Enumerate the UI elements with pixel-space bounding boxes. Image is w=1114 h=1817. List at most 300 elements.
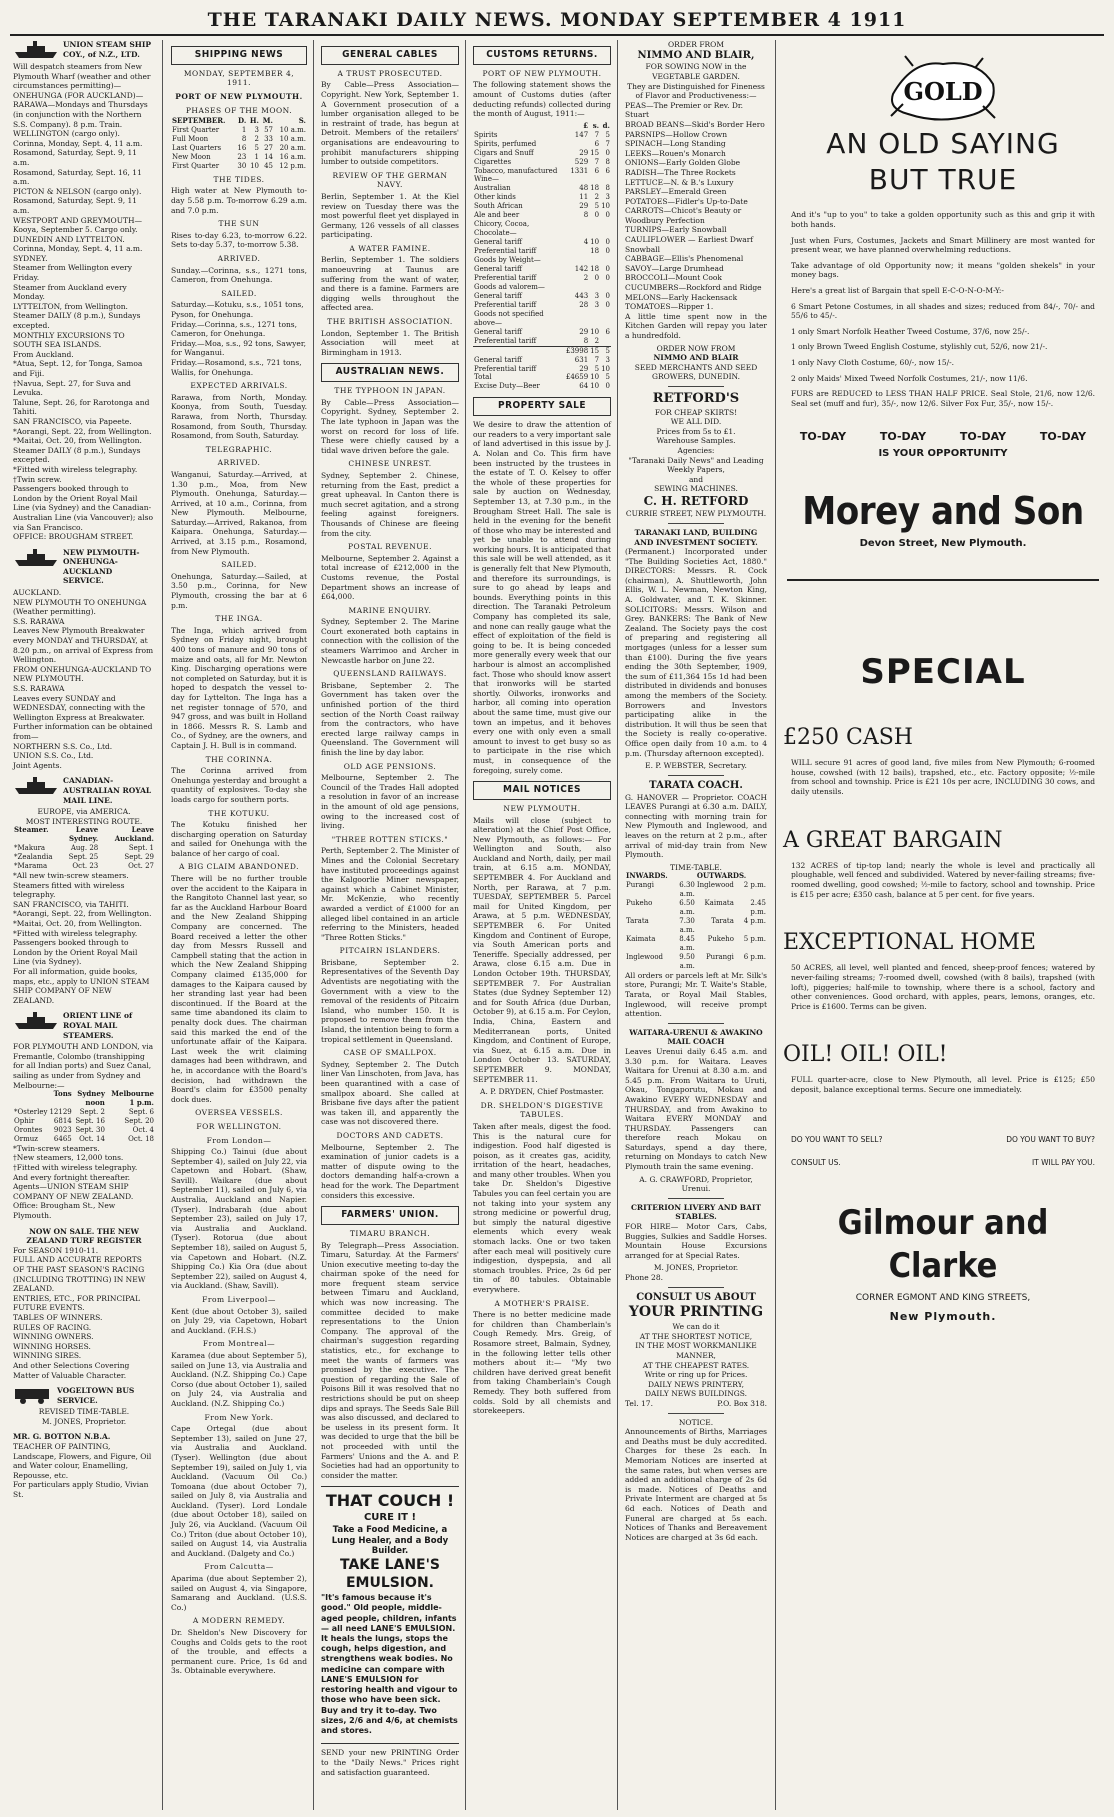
text-line: SAN FRANCISCO, via TAHITI. <box>13 899 129 909</box>
table-cell: 33 <box>264 135 273 144</box>
column-display-ads <box>778 40 1108 1810</box>
table-cell: Cigars and Snuff <box>474 148 534 157</box>
section-heading: GENERAL CABLES <box>321 46 459 65</box>
section-heading: SHIPPING NEWS <box>171 46 307 65</box>
text-line: We can do it <box>672 1322 720 1332</box>
table-cell: 5 <box>600 346 611 355</box>
date-line: MONDAY, SEPTEMBER 4, 1911. <box>183 68 295 88</box>
text-line: Friday.—Corinna, s.s., 1271 tons, Cameron, for Onehunga. <box>171 319 298 339</box>
table-row <box>473 211 611 220</box>
text-line: REVISED TIME-TABLE. <box>38 1407 130 1417</box>
table-cell: 29 <box>579 148 589 157</box>
table-cell: 6 p.m. <box>743 952 766 961</box>
table-cell: 10 <box>250 161 259 170</box>
text-line: Leaves New Plymouth Breakwater every MONDAY and THURSDAY, at 8.20 p.m., on arrival of Express from Wellington. <box>13 626 154 665</box>
text-line: WELLINGTON (cargo only). <box>13 129 120 139</box>
text-line: OFFICE: BROUGHAM STREET. <box>13 532 134 542</box>
table-cell <box>589 283 600 292</box>
table-row <box>13 1135 155 1144</box>
text-line: *Aorangi, Sept. 22, from Wellington. <box>13 909 152 919</box>
text-line: *Maitai, Oct. 20, from Wellington. <box>13 919 142 929</box>
text-line: RULES OF RACING. <box>13 1322 92 1332</box>
ad-headline: TARATA COACH. <box>649 779 743 791</box>
text-line: Landscape, Flowers, and Figure, Oil and Water colour, Enamelling, Repousse, etc. <box>13 1451 152 1480</box>
text-line: Steamers fitted with wireless telegraphy. <box>13 880 125 900</box>
table-row <box>473 175 611 184</box>
table-header-cell <box>473 122 565 131</box>
subheading: EXPECTED ARRIVALS. <box>190 381 288 391</box>
ad-title: MR. G. BOTTON N.B.A. <box>13 1432 111 1442</box>
text-line: And other Selections Covering Matter of Valuable Character. <box>13 1360 130 1380</box>
table-cell: Goods not specified above— <box>474 309 544 327</box>
table-cell: 147 <box>574 130 589 139</box>
text-line: Passengers booked through to London by the Orient Royal Mail Line (via Sydney) and the Canadian-Australian Line (via Vancouver); also via San Francisco. <box>13 484 154 532</box>
table-cell: 15 <box>590 148 600 157</box>
table-total-row <box>473 356 611 365</box>
subheading: SAILED. <box>221 288 257 298</box>
table-cell <box>565 220 589 238</box>
text-line: TABLES OF WINNERS. <box>13 1312 103 1322</box>
table-cell: Sept. 16 <box>75 1117 105 1125</box>
ad-title: UNION STEAM SHIP COY., of N.Z., LTD. <box>63 40 152 59</box>
divider <box>668 1413 725 1414</box>
table-cell: 10 <box>601 364 610 373</box>
table-cell <box>600 220 611 238</box>
steamship-icon <box>13 548 59 568</box>
subheading: PORT OF NEW PLYMOUTH. <box>482 68 602 78</box>
text-line: Friday.—Rosamond, s.s., 721 tons, Wallis, for Onehunga. <box>171 357 302 377</box>
table-header-cell: D. <box>238 116 247 126</box>
text-line: And every fortnight thereafter. <box>13 1172 131 1182</box>
table-cell: Goods by Weight— <box>474 256 541 265</box>
text-line: MELONS—Early Hackensack <box>625 292 738 302</box>
table-cell: Preferential tariff <box>474 364 537 373</box>
table-cell <box>565 256 589 265</box>
today-row <box>783 430 1103 444</box>
table-cell <box>565 140 589 149</box>
ad-text: Leaves Urenui daily 6.45 a.m. and 3.30 p.m. for Waitara. Leaves Waitara for Urenui at 8.30 a.m. and 5.45 p.m. From Waitara to Uruti, Okau, Tongaporutu, Mokau and Awakino EVERY WEDNESDAY and THURSDAY, and from Awakino to Waitara EVERY MONDAY and THURSDAY. Passengers can therefore reach Mokau on Saturdays, spend a day there, returning on Mondays to catch New Plymouth train the same evening. <box>625 1046 767 1172</box>
steamship-icon <box>13 776 59 796</box>
table-row <box>473 140 611 149</box>
table-total-row <box>473 373 611 382</box>
ad-body <box>13 1442 155 1500</box>
ad-text: Take a Food Medicine, a Lung Healer, and a Body Builder. <box>331 1524 449 1557</box>
text-line: AUCKLAND. <box>13 588 62 598</box>
advertiser-name: Gilmour and Clarke <box>837 1202 1049 1287</box>
table-cell: 3 <box>254 126 259 135</box>
table-cell: Purangi <box>626 881 654 890</box>
table-cell: First Quarter <box>172 161 220 170</box>
table-cell: Australian <box>474 184 511 193</box>
subheading: A MODERN REMEDY. <box>192 1616 286 1626</box>
table-cell: South African <box>474 202 523 211</box>
table-cell <box>589 256 600 265</box>
ad-text: FOR SOWING NOW in the VEGETABLE GARDEN. <box>645 62 747 81</box>
table-cell: 6.30 a.m. <box>679 881 695 899</box>
text-line: DAILY NEWS BUILDINGS. <box>644 1389 748 1399</box>
article-text: Melbourne, September 2. Against a total increase of £212,000 in the Customs revenue, the Postal Department shows an increase of £64,000. <box>321 553 459 602</box>
table-cell: 2.45 p.m. <box>750 899 766 917</box>
table-cell: Sept. 29 <box>124 853 154 862</box>
consult-label: CONSULT US. <box>791 1158 841 1168</box>
table-row <box>171 126 307 135</box>
table-cell: Spirits <box>474 130 498 139</box>
article-text: Kent (due about October 3), sailed on July 29, via Capetown, Hobart and Auckland. (F.H.S.) <box>171 1306 307 1335</box>
table-cell: 2 <box>594 193 600 202</box>
ad-text: ORDER FROM <box>668 40 724 49</box>
article-text: Taken after meals, digest the food. This is the natural cure for indigestion. Food half digested is poison, as it creates gas, acidity, irritation of the heart, headaches, and many other troubles. When you take Dr. Sheldon's Digestive Tabules you can feel certain you are not taking into your system any strong medicine or powerful drug, but simply the natural digestive elements which every weak stomach lacks. One or two taken after each meal will positively cure indigestion, dyspepsia, and all stomach troubles. Price, 2s 6d per tin of 80 tabules. Obtainable everywhere. <box>473 1121 611 1295</box>
text-line: *Aorangi, Sept. 22, from Wellington. <box>13 426 152 436</box>
text-line: AT THE SHORTEST NOTICE, <box>639 1331 753 1341</box>
text-line: Steamer from Wellington every Friday. <box>13 263 132 283</box>
table-cell: 0 <box>594 211 600 220</box>
divider <box>787 579 1099 581</box>
article-text: Sydney, September 2. Chinese, returning from the East, predict a great upheaval. In Canton there is much secret agitation, and a strong feeling against foreigners. Thousands of Chinese are fleeing from the city. <box>321 470 459 538</box>
ad-body <box>13 1407 155 1426</box>
table-cell: 9.50 a.m. <box>679 952 695 970</box>
text-line: Will despatch steamers from New Plymouth Wharf (weather and other circumstances permitting)— <box>13 62 151 91</box>
table-row <box>473 337 611 346</box>
table-cell: 0 <box>605 273 610 282</box>
text-line: Leaves every SUNDAY and WEDNESDAY, connecting with the Wellington Express at Breakwater. <box>13 693 146 722</box>
text-line: Prices from 5s to £1. <box>656 426 736 436</box>
text-line: WE ALL DID. <box>670 417 722 427</box>
ad-headline: EXCEPTIONAL HOME <box>783 930 1036 956</box>
table-cell: 10 <box>601 202 610 211</box>
table-cell: 23 <box>237 152 247 161</box>
article-text: London, September 1. The British Association will meet at Birmingham in 1913. <box>321 328 459 357</box>
text-line: Talune, Sept. 26, for Rarotonga and Tahiti. <box>13 397 150 417</box>
table-header-cell: S. <box>298 116 306 126</box>
table-cell: General tariff <box>474 291 522 300</box>
table-cell: Kaimata <box>626 934 656 943</box>
table-row <box>473 184 611 193</box>
ad-text: And it's "up to you" to take a golden opportunity such as this and grip it with both hands. <box>791 210 1095 229</box>
today-label: TO-DAY <box>799 430 847 444</box>
table-header-cell: Tons <box>53 1089 72 1099</box>
article-text: Brisbane, September 2. The Government has taken over the unfinished portion of the third section of the North Coast railway from the contractors, who have erected large railway camps in Queensland. The Government will finish the line by day labor. <box>321 680 459 757</box>
text-line: RADISH—The Three Rockets <box>625 167 736 177</box>
table-cell: Ale and beer <box>474 211 520 220</box>
table-cell: 0 <box>594 273 600 282</box>
table-cell: 10 a.m. <box>279 126 306 135</box>
table-cell: 6814 <box>53 1117 72 1125</box>
table-cell: 5 <box>594 364 600 373</box>
table-cell <box>565 175 589 184</box>
table-cell: 10 <box>590 238 600 247</box>
table-row <box>625 935 767 953</box>
table-cell: 2 p.m. <box>743 881 766 890</box>
ad-text-block <box>625 408 767 494</box>
ad-text-block <box>625 1322 767 1399</box>
ad-body <box>13 1144 155 1221</box>
table-cell <box>600 175 611 184</box>
table-cell: Excise Duty—Beer <box>474 382 540 391</box>
subheading: OVERSEA VESSELS. <box>195 1108 283 1118</box>
text-line: DAILY NEWS PRINTERY, <box>648 1379 744 1389</box>
text-line: PEAS—The Premier or Rev. Dr. Stuart <box>625 100 744 120</box>
column-ads <box>620 40 772 1810</box>
ad-headline: TAKE LANE'S EMULSION. <box>340 1557 440 1592</box>
text-line: UNION S.S. Co., Ltd. <box>13 751 94 761</box>
sailings-table <box>13 826 155 871</box>
table-cell: 29 <box>579 364 589 373</box>
ad-headline: WAITARA-URENUI & AWAKINO MAIL COACH <box>629 1027 763 1047</box>
ad-text: 50 ACRES, all level, well planted and fenced, sheep-proof fences; watered by never-failing streams; 7-roomed dwell, cowshed (with 8 bails), trapshed (with loft), piggeries; half-mile to township, where there is a school, factory and other conveniences. Good orchard, with apples, pears, lemons, oranges, etc. Price is £1600. Terms can be given. <box>791 963 1095 1011</box>
article-text: Onehunga, Saturday.—Sailed, at 3.50 p.m., Corinna, for New Plymouth, crossing the bar at 6 p.m. <box>171 571 307 610</box>
subheading: TIMARU BRANCH. <box>349 1228 431 1238</box>
today-label: TO-DAY <box>879 430 927 444</box>
table-row <box>473 328 611 337</box>
ad-headline: THAT COUCH ! <box>325 1491 455 1511</box>
text-line: WESTPORT AND GREYMOUTH— <box>13 215 143 225</box>
table-cell: 7 <box>594 130 600 139</box>
table-cell: 5 <box>594 202 600 211</box>
table-row <box>171 153 307 162</box>
table-header-row <box>13 826 155 844</box>
article-text: We desire to draw the attention of our readers to a very important sale of land advertised in this issue by J. A. Nolan and Co. This firm have been instructed by the trustees in the estate of T. O. Kelsey to offer the whole of these properties for sale by auction on Wednesday, September 13, at 7.30 p.m., in the Brougham Street Hall. The sale is held in the evening for the benefit of those who may be interested and yet be unable to attend during working hours. It is anticipated that this sale will be well attended, as it is generally felt that New Plymouth, and therefore its surroundings, is sure to go ahead by leaps and bounds. Everything points in this direction. The Taranaki Petroleum Company has completed its sale, and none can really gauge what the effect of exploitation of the field is going to be. It is being conceded more generally every week that our harbour is almost an accomplished fact. Those who should know assert that ironworks will be started shortly. Oilworks, ironworks and harbor, all coming into operation about the same time, must give our town an impetus, and it behoves every one with only even a small amount to invest to get busy so as to participate in the rise which must, in consequence of the foregoing, surely come. <box>473 420 611 775</box>
table-total-row <box>473 346 611 355</box>
table-cell: Oct. 18 <box>128 1134 154 1143</box>
text-line: †New steamers, 12,000 tons. <box>13 1153 124 1163</box>
table-cell: 7 <box>594 355 600 364</box>
text-line: †Fitted with wireless telegraphy. <box>13 1163 138 1173</box>
table-cell <box>600 256 611 265</box>
subheading: THE TYPHOON IN JAPAN. <box>334 386 446 396</box>
sailings-table <box>13 1090 155 1144</box>
table-cell: Pukeho <box>707 934 734 943</box>
table-header-cell: H. <box>249 116 259 126</box>
table-cell: 15 <box>590 346 600 355</box>
text-line: Friday.—Moa, s.s., 92 tons, Sawyer, for Wanganui. <box>171 338 307 358</box>
table-cell: 0 <box>605 382 610 391</box>
text-line: Steamer from Auckland every Monday. <box>13 282 127 302</box>
article-text: The following statement shows the amount of Customs duties (after deducting refunds) collected during the month of August, 1911:— <box>473 80 611 119</box>
text-line: Steamer DAILY (8 p.m.), Sundays excepted. <box>13 311 141 331</box>
subheading: PHASES OF THE MOON. <box>185 105 293 115</box>
want-row <box>783 1135 1103 1145</box>
text-line: and <box>688 474 704 484</box>
text-line: Rosamond, Saturday, Sept. 16, 11 a.m. <box>13 167 142 187</box>
table-cell: Preferential tariff <box>474 300 537 309</box>
section-heading: FARMERS' UNION. <box>321 1206 459 1225</box>
ad-text: Announcements of Births, Marriages and Deaths must be duly accredited. Charges for these 2s each. In Memoriam Notices are inserted at the same rates, but when verses are added an additional charge of 2s 6d is made. Notices of Deaths and Private Interment are charged at 5s 6d each. Notices of Death and Funeral are charged at 5s each. Notices of Thanks and Bereavement Notices are charged at 3s 6d each. <box>625 1427 767 1542</box>
bargain-item: 1 only Brown Tweed English Costume, stylishly cut, 52/6, now 21/-. <box>791 342 1048 352</box>
table-cell: 6465 <box>53 1134 72 1143</box>
table-cell: Oct. 4 <box>132 1125 154 1134</box>
article-text: Melbourne, September 2. The examination of junior cadets is a matter of dispute owing to the doctors demanding half-a-crown a head for the work. The Department considers this excessive. <box>321 1142 459 1200</box>
steamship-icon <box>13 1011 59 1031</box>
table-total-row <box>473 365 611 374</box>
table-cell: 18 <box>590 247 600 256</box>
article-text: Aparima (due about September 2), sailed on August 4, via Singapore, Samarang and Auckland. (U.S.S. Co.) <box>171 1574 307 1612</box>
article-text: Perth, September 2. The Minister of Mines and the Colonial Secretary have instituted proceedings against the Kalgoorlie Miner newspaper, against which a Cabinet Minister, Mr. McKenzie, who recently awarded a verdict of £1000 for an alleged libel contained in an article referring to the Ministers, headed "Three Rotten Sticks." <box>321 846 459 942</box>
text-line: For particulars apply Studio, Vivian St. <box>13 1480 149 1500</box>
article-text: By Cable—Press Association—Copyright. New York, September 1. A Government prosecution of a lumber organisation alleged to be in restraint of trade, has begun at Detroit. Members of the retailers' organisations are endeavouring to prohibit manufacturers shipping lumber to outside competitors. <box>321 80 459 167</box>
text-line: FOR PLYMOUTH AND LONDON, via Fremantle, Colombo (transhipping for all Indian ports) and Suez Canal, sailing as under from Sydney and Melbourne:— <box>13 1042 154 1090</box>
contact-line <box>625 1399 767 1409</box>
text-line: NEW PLYMOUTH TO ONEHUNGA (Weather permitting). <box>13 597 147 617</box>
table-cell: 3 <box>594 291 600 300</box>
table-cell: Chicory, Cocoa, Chocolate— <box>474 220 530 238</box>
bargain-item: FURS are REDUCED to LESS THAN HALF PRICE. Seal Stole, 21/6, now 12/6. Seal set (muff and fur), 35/-, now 12/6. Silver Fox Fur, 35/-, now 15/-. <box>791 389 1095 408</box>
table-header-row <box>13 1090 155 1108</box>
text-line: CARROTS—Chicot's Beauty or Woodbury Perfection <box>625 206 742 225</box>
subheading: NEW PLYMOUTH. <box>503 803 581 813</box>
table-cell: 5 <box>605 130 610 139</box>
text-line: *Fitted with wireless telegraphy. <box>13 928 138 938</box>
table-cell: 3 <box>594 300 600 309</box>
article-text: Dr. Sheldon's New Discovery for Coughs and Colds gets to the root of the trouble, and effects a permanent cure. Price, 1s 6d and 3s. Obtainable everywhere. <box>171 1628 307 1676</box>
text-line: Passengers booked through to London by the Orient Royal Mail Line (via Sydney). <box>13 938 138 967</box>
table-cell: 8 <box>583 211 589 220</box>
divider <box>668 523 725 524</box>
table-cell: Preferential tariff <box>474 247 537 256</box>
table-cell: Cigarettes <box>474 157 512 166</box>
table-row <box>13 844 155 853</box>
ad-headline: CRITERION LIVERY AND BAIT STABLES. <box>630 1202 762 1222</box>
subheading: THE KOTUKU. <box>208 808 270 818</box>
text-line: LETTUCE—N. & B.'s Luxury <box>625 177 734 187</box>
ad-headline: RETFORD'S <box>652 390 740 406</box>
table-row <box>473 167 611 176</box>
column-divider <box>617 40 618 1810</box>
ad-body <box>13 1246 155 1380</box>
table-row <box>625 899 767 917</box>
table-cell: 10 <box>590 373 600 382</box>
text-line: WINNING OWNERS. <box>13 1332 94 1342</box>
text-line: S.S. RARAWA <box>13 684 65 693</box>
table-cell: 7 <box>605 139 610 148</box>
table-header-cell: OUTWARDS. <box>696 871 747 881</box>
table-cell: 45 <box>264 161 273 170</box>
table-header-cell: s. <box>592 120 600 130</box>
table-cell: Wine— <box>474 175 499 184</box>
table-cell: 14 <box>264 152 273 161</box>
table-row <box>625 881 767 899</box>
text-line: From Auckland. <box>13 349 74 359</box>
signature: A. G. CRAWFORD, Proprietor, Urenui. <box>639 1174 753 1194</box>
seed-list <box>625 101 767 312</box>
text-line: NORTHERN S.S. Co., Ltd. <box>13 741 113 751</box>
table-cell: 20 a.m. <box>279 144 306 153</box>
subheading: PORT OF NEW PLYMOUTH. <box>175 91 303 101</box>
table-cell: 30 <box>237 161 247 170</box>
section-heading: AUSTRALIAN NEWS. <box>321 363 459 382</box>
table-cell: 631 <box>574 355 589 364</box>
ad-text: G. HANOVER — Proprietor. COACH LEAVES Purangi at 6.30 a.m. DAILY, connecting with morning train for New Plymouth and Inglewood, and leaves on the return at 2 p.m., after arrival of mid-day train from New Plymouth. <box>625 792 767 860</box>
subheading: "THREE ROTTEN STICKS." <box>331 834 449 844</box>
subheading: From New York. <box>204 1412 274 1422</box>
table-cell <box>565 310 589 328</box>
table-header-row <box>171 117 307 126</box>
column-divider <box>775 40 776 1810</box>
ad-text: ORDER NOW FROM <box>656 343 736 353</box>
table-cell: Sept. 20 <box>124 1117 154 1125</box>
article-text: The Corinna arrived from Onehunga yesterday and brought a quantity of explosives. To-day she loads cargo for southern ports. <box>171 766 307 804</box>
table-cell: 8 <box>241 135 247 144</box>
table-cell: 142 <box>574 265 589 274</box>
subheading: CASE OF SMALLPOX. <box>343 1048 437 1058</box>
subheading: TIME-TABLE. <box>670 862 722 872</box>
subheading: OLD AGE PENSIONS. <box>343 761 437 771</box>
table-header-cell: INWARDS. <box>626 871 668 881</box>
signature: A. P. DRYDEN, Chief Postmaster. <box>480 1087 604 1097</box>
today-label: TO-DAY <box>1039 430 1087 444</box>
table-cell: 5 p.m. <box>743 934 766 943</box>
subheading: NOTICE. <box>678 1417 714 1427</box>
table-cell: 10 <box>590 327 600 336</box>
article-text: Cape Ortegal (due about September 13), sailed on June 27, via Australia and Auckland. (Tyser). Wellington (due about September 19), sailed on July 1, via Auckland. (Vacuum Oil Co.) Tomoana (due about October 7), sailed on July 8, via Australia and Auckland. (Tyser). Lord Londale (due about October 18), sailed on July 26, via Auckland. (Vacuum Oil Co.) Triton (due about October 10), sailed on August 14, via Australia and Auckland. (Dalgety and Co.) <box>171 1424 307 1558</box>
article-text: Mails will close (subject to alteration) at the Chief Post Office, New Plymouth, as follows:— For Wellington and South, also Auckland and North, daily, per mail train, at 6.15 a.m. MONDAY, SEPTEMBER 4. For Auckland and North, per Rarawa, at 7 p.m. TUESDAY, SEPTEMBER 5. Parcel mail for United Kingdom, per Arawa, at 5 p.m. WEDNESDAY, SEPTEMBER 6. For United Kingdom and Continent of Europe, via South American ports and Teneriffe. Specially addressed, per Arawa, close 6.15 a.m. Due in London October 19th. THURSDAY, SEPTEMBER 7. For Australian States (due Sydney September 12) and for South Africa (due Durban, October 9), at 6.15 a.m. For Ceylon, India, China, Eastern and Mediterranean ports, United Kingdom, and Continent of Europe, via Suez, at 6.15 a.m. Due in London October 13. SATURDAY, SEPTEMBER 9. MONDAY, SEPTEMBER 11. <box>473 815 611 1084</box>
table-cell: 16 a.m. <box>279 152 306 161</box>
table-cell: *Osterley <box>14 1108 48 1117</box>
text-line: *All new twin-screw steamers. <box>13 871 129 881</box>
consult-row <box>783 1158 1103 1168</box>
coach-timetable <box>625 872 767 970</box>
column-divider <box>162 40 163 1810</box>
table-cell: 4 <box>583 238 589 247</box>
table-header-cell: SEPTEMBER. <box>172 116 226 126</box>
table-cell: 1 <box>254 152 259 161</box>
phone-number: Tel. 17. <box>625 1399 653 1409</box>
bargain-item: 2 only Maids' Mixed Tweed Norfolk Costumes, 21/-, now 11/6. <box>791 373 1028 383</box>
table-row <box>625 953 767 971</box>
table-row <box>171 162 307 171</box>
text-line: MONTHLY EXCURSIONS TO SOUTH SEA ISLANDS. <box>13 330 125 350</box>
text-line: LYTTELTON, from Wellington. <box>13 301 128 311</box>
table-cell: 1331 <box>570 166 589 175</box>
table-cell: 27 <box>264 144 273 153</box>
text-line: AT THE CHEAPEST RATES. <box>642 1360 750 1370</box>
table-cell <box>565 283 589 292</box>
table-cell: 12129 <box>49 1108 72 1117</box>
moon-table <box>171 117 307 171</box>
text-line: *Maitai, Oct. 20, from Wellington. <box>13 436 142 446</box>
text-line: LEEKS—Rouen's Monarch <box>625 148 726 158</box>
bargain-item: 1 only Navy Cloth Costume, 60/-, now 15/-. <box>791 357 955 367</box>
table-row <box>473 131 611 140</box>
table-cell: Sept. 30 <box>75 1125 105 1134</box>
text-line: Agencies: <box>677 445 715 455</box>
ad-headline: BUT TRUE <box>868 163 1018 197</box>
divider <box>668 1287 725 1288</box>
gold-badge <box>783 54 1103 124</box>
table-cell: Pukeho <box>626 899 653 908</box>
subheading: ARRIVED. <box>217 254 261 264</box>
table-cell: Other kinds <box>474 193 516 202</box>
ad-headline: NIMMO AND BLAIR, <box>637 49 755 61</box>
text-line: FOR CHEAP SKIRTS! <box>654 407 738 417</box>
table-cell: 16 <box>237 144 247 153</box>
table-cell: Total <box>474 373 492 382</box>
subheading: QUEENSLAND RAILWAYS. <box>333 669 447 679</box>
ad-text: Here's a great list of Bargain that spell E-C-O-N-O-M-Y:- <box>791 285 1004 295</box>
table-cell: 1 <box>241 126 247 135</box>
advertiser-city: New Plymouth. <box>889 1310 997 1324</box>
table-row <box>473 220 611 238</box>
article-text: Rarawa, from North, Monday. Koonya, from South, Tuesday. Rarawa, from North, Thursday. Rosamond, from South, Thursday. Rosamond, from South, Saturday. <box>171 392 307 441</box>
text-line: IN THE MOST WORKMANLIKE MANNER, <box>635 1341 757 1361</box>
ad-headline: TARANAKI LAND, BUILDING AND INVESTMENT SOCIETY. <box>634 527 758 547</box>
table-cell: 443 <box>574 291 589 300</box>
table-cell: Sept. 1 <box>128 844 154 853</box>
table-cell: *Makura <box>14 844 46 853</box>
subheading: TELEGRAPHIC. <box>205 444 273 454</box>
column-customs <box>468 40 616 1810</box>
text-line: TOMATOES—Ripper 1. <box>625 302 714 312</box>
table-total-row <box>473 382 611 391</box>
